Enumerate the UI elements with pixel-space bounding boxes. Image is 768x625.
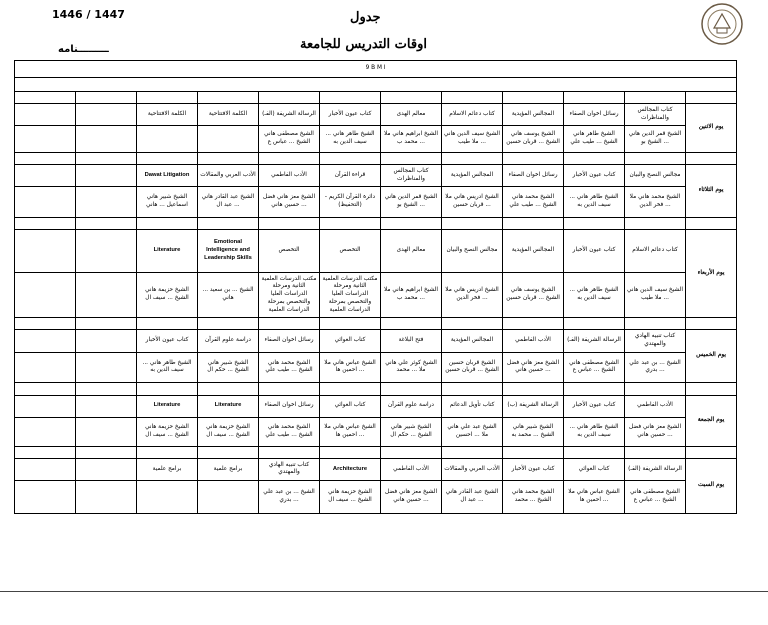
subject-cell: كتاب تنبيه الهادي والمهتدي <box>259 458 320 480</box>
subject-cell: المجالس المؤيدية <box>442 165 503 187</box>
teacher-cell: الشيخ يوسف هاني الشيخ ... قربان حسين <box>503 273 564 318</box>
spacer-row <box>15 91 737 103</box>
subject-cell: الرسالة الشريفة (الفـ) <box>564 330 625 352</box>
subject-cell: كتاب عيون الأخبار <box>564 165 625 187</box>
subject-cell: Emotional Intelligence and Leadership Skills <box>198 230 259 273</box>
subject-cell: Dawat Litigation <box>137 165 198 187</box>
teacher-cell: الشيخ ادريس هاني ملا ... قربان حسين <box>442 187 503 218</box>
subject-cell: كتاب دعائم الاسلام <box>442 103 503 125</box>
teacher-row <box>15 352 737 383</box>
subject-cell <box>15 165 76 187</box>
empty-cell <box>503 446 564 458</box>
empty-cell <box>76 91 137 103</box>
empty-cell <box>625 152 686 164</box>
empty-cell <box>625 91 686 103</box>
teacher-cell: الشيخ طاهر هاني ... سيف الدين به <box>137 352 198 383</box>
teacher-cell <box>137 126 198 153</box>
empty-cell <box>320 446 381 458</box>
teacher-cell: الشيخ مصطفى هاني الشيخ ... عباس ع <box>259 126 320 153</box>
teacher-cell <box>76 481 137 514</box>
empty-cell <box>76 218 137 230</box>
teacher-cell: الشيخ معز هاني فضل ... حسين هاني <box>259 187 320 218</box>
teacher-cell: الشيخ قمر الدين هاني ... الشيخ بو <box>625 126 686 153</box>
teacher-cell <box>76 273 137 318</box>
teacher-cell: الشيخ عباس هاني ملا ... احمين ها <box>564 481 625 514</box>
empty-cell <box>686 318 737 330</box>
subject-cell: كتاب الغوائي <box>564 458 625 480</box>
subject-cell: الأدب الفاطمي <box>259 165 320 187</box>
empty-cell <box>625 383 686 395</box>
teacher-cell: الشيخ حزيمة هاني الشيخ ... سيف ال <box>137 417 198 446</box>
teacher-cell: الشيخ معز هاني فضل ... حسين هاني <box>503 352 564 383</box>
subject-cell: مجالس النصح والبيان <box>442 230 503 273</box>
subject-cell: التخصص <box>259 230 320 273</box>
empty-cell <box>686 91 737 103</box>
empty-cell <box>381 446 442 458</box>
teacher-cell <box>137 481 198 514</box>
subject-cell: كتاب عيون الأخبار <box>137 330 198 352</box>
university-emblem-icon <box>700 2 744 46</box>
teacher-cell: الشيخ قربان حسين الشيخ ... قربان حسين <box>442 352 503 383</box>
subject-cell: الأدب الفاطمي <box>625 395 686 417</box>
teacher-cell: الشيخ طاهر هاني الشيخ ... طيب علي <box>564 126 625 153</box>
empty-cell <box>15 446 76 458</box>
teacher-cell: الشيخ كوثر علي هاني ملا ... محمد <box>381 352 442 383</box>
subject-cell <box>15 103 76 125</box>
subject-cell <box>76 103 137 125</box>
day-label: يوم السبت <box>686 458 737 513</box>
teacher-row <box>15 481 737 514</box>
subject-cell: الأدب العربي والمقالات <box>442 458 503 480</box>
subject-cell: الكلمة الافتتاحية <box>198 103 259 125</box>
subject-cell: Literature <box>198 395 259 417</box>
subject-cell: Literature <box>137 230 198 273</box>
empty-cell <box>137 218 198 230</box>
teacher-cell <box>76 126 137 153</box>
subject-cell <box>76 230 137 273</box>
empty-cell <box>137 383 198 395</box>
spacer-row <box>15 152 737 164</box>
empty-cell <box>686 218 737 230</box>
empty-cell <box>76 446 137 458</box>
empty-cell <box>198 383 259 395</box>
teacher-cell <box>198 126 259 153</box>
teacher-cell: الشيخ طاهر هاني ... سيف الدين به <box>564 417 625 446</box>
teacher-cell: الشيخ ... بن سعيد ... هاني <box>198 273 259 318</box>
subject-row <box>15 395 737 417</box>
subject-cell: كتاب المجالس والمناظرات <box>381 165 442 187</box>
empty-cell <box>381 383 442 395</box>
empty-cell <box>15 383 76 395</box>
subject-cell: برامج علمية <box>137 458 198 480</box>
subject-cell: الكلمة الافتتاحية <box>137 103 198 125</box>
subject-cell: رسائل اخوان الصفاء <box>564 103 625 125</box>
day-label: يوم الخميس <box>686 330 737 383</box>
teacher-cell: الشيخ شبير هاني الشيخ ... حكم ال <box>198 352 259 383</box>
teacher-cell: الشيخ يوسف هاني الشيخ ... قربان حسين <box>503 126 564 153</box>
subject-cell: معالم الهدى <box>381 103 442 125</box>
subject-cell: رسائل اخوان الصفاء <box>259 330 320 352</box>
empty-cell <box>15 318 76 330</box>
empty-cell <box>320 91 381 103</box>
teacher-cell: الشيخ سيف الدين هاني ... ملا طيب <box>442 126 503 153</box>
teacher-row <box>15 417 737 446</box>
empty-cell <box>625 218 686 230</box>
empty-cell <box>442 152 503 164</box>
subject-cell: الرسالة الشريفة (الفـ) <box>259 103 320 125</box>
subject-cell: الرسالة الشريفة (ب) <box>503 395 564 417</box>
subject-cell <box>76 395 137 417</box>
teacher-cell: دائرة القرآن الكريم - (التحفيظ) <box>320 187 381 218</box>
subject-row <box>15 230 737 273</box>
spacer-row <box>15 383 737 395</box>
teacher-cell: الشيخ شبير هاني الشيخ ... محمد به <box>503 417 564 446</box>
empty-cell <box>259 152 320 164</box>
subject-cell <box>76 458 137 480</box>
teacher-cell: الشيخ حزيمة هاني الشيخ ... سيف ال <box>137 273 198 318</box>
teacher-cell: مكتب الدرسات العلمية الثانية ومرحلة الدراسات العليا والتخصص بمرحلة الدراسات العلمية <box>259 273 320 318</box>
empty-cell <box>503 318 564 330</box>
subject-row <box>15 103 737 125</box>
schedule-table <box>14 60 737 514</box>
empty-cell <box>259 318 320 330</box>
subject-cell: المجالس المؤيدية <box>503 230 564 273</box>
subject-cell: المجالس المؤيدية <box>503 103 564 125</box>
teacher-cell: الشيخ ادريس هاني ملا ... فخر الدين <box>442 273 503 318</box>
subject-cell: دراسة علوم القرآن <box>381 395 442 417</box>
empty-cell <box>381 218 442 230</box>
teacher-cell: الشيخ سيف الدين هاني ... ملا طيب <box>625 273 686 318</box>
teacher-cell: الشيخ عباس هاني ملا ... احمين ها <box>320 352 381 383</box>
subject-cell <box>15 458 76 480</box>
teacher-cell: الشيخ محمد هاني الشيخ ... طيب علي <box>259 352 320 383</box>
subject-row <box>15 165 737 187</box>
subject-cell: برامج علمية <box>198 458 259 480</box>
day-label: يوم الاثنين <box>686 103 737 152</box>
subject-cell <box>15 330 76 352</box>
schedule-body <box>15 61 737 514</box>
empty-cell <box>320 218 381 230</box>
empty-cell <box>15 152 76 164</box>
teacher-row <box>15 273 737 318</box>
empty-cell <box>503 152 564 164</box>
subject-cell: Literature <box>137 395 198 417</box>
teacher-cell: الشيخ معز هاني فضل ... حسين هاني <box>625 417 686 446</box>
empty-cell <box>625 446 686 458</box>
teacher-cell <box>15 481 76 514</box>
empty-cell <box>564 446 625 458</box>
teacher-cell: الشيخ حزيمة هاني الشيخ ... سيف ال <box>198 417 259 446</box>
subject-cell <box>76 165 137 187</box>
empty-cell <box>198 446 259 458</box>
teacher-cell <box>15 126 76 153</box>
teacher-cell: الشيخ ... بن عبد علي ... بدري <box>625 352 686 383</box>
empty-cell <box>76 152 137 164</box>
empty-cell <box>320 318 381 330</box>
teacher-cell: الشيخ قمر الدين هاني ... الشيخ بو <box>381 187 442 218</box>
subject-cell: معالم الهدى <box>381 230 442 273</box>
empty-cell <box>198 318 259 330</box>
empty-cell <box>686 152 737 164</box>
empty-cell <box>137 152 198 164</box>
empty-cell <box>259 383 320 395</box>
empty-cell <box>503 91 564 103</box>
empty-cell <box>76 383 137 395</box>
empty-cell <box>564 91 625 103</box>
teacher-row <box>15 187 737 218</box>
teacher-cell: الشيخ عباس هاني ملا ... احمين ها <box>320 417 381 446</box>
subject-cell <box>15 230 76 273</box>
teacher-cell: الشيخ ابراهيم هاني ملا ... محمد ب <box>381 273 442 318</box>
subject-cell: كتاب تأويل الدعائم <box>442 395 503 417</box>
empty-cell <box>503 383 564 395</box>
subject-cell: كتاب دعائم الاسلام <box>625 230 686 273</box>
teacher-cell: الشيخ محمد هاني الشيخ ... طيب علي <box>503 187 564 218</box>
empty-cell <box>137 446 198 458</box>
group-row <box>15 61 737 78</box>
page-divider <box>0 591 768 592</box>
empty-cell <box>198 91 259 103</box>
subject-cell: مجالس النصح والبيان <box>625 165 686 187</box>
empty-cell <box>442 218 503 230</box>
document-subtitle: اوقات التدريس للجامعة <box>300 37 427 52</box>
teacher-cell <box>15 273 76 318</box>
teacher-cell: الشيخ معز هاني فضل ... حسين هاني <box>381 481 442 514</box>
spacer-cell <box>15 78 737 91</box>
subject-cell: كتاب المجالس والمناظرات <box>625 103 686 125</box>
subject-cell <box>76 330 137 352</box>
subject-cell: كتاب تنبيه الهادي والمهتدي <box>625 330 686 352</box>
subject-cell: الأدب العربي والمقالات <box>198 165 259 187</box>
empty-cell <box>381 318 442 330</box>
empty-cell <box>442 91 503 103</box>
spacer-row <box>15 446 737 458</box>
subject-cell: الأدب الفاطمي <box>503 330 564 352</box>
teacher-cell: الشيخ شبير هاني الشيخ ... حكم ال <box>381 417 442 446</box>
teacher-cell: الشيخ مصطفى هاني الشيخ ... عباس ع <box>564 352 625 383</box>
subject-row <box>15 458 737 480</box>
empty-cell <box>76 318 137 330</box>
subject-cell: رسائل اخوان الصفاء <box>503 165 564 187</box>
teacher-cell: الشيخ طاهر هاني ... سيف الدين به <box>564 273 625 318</box>
empty-cell <box>15 91 76 103</box>
teacher-cell <box>15 417 76 446</box>
teacher-cell: الشيخ طاهر هاني ... سيف الدين به <box>564 187 625 218</box>
teacher-cell: الشيخ ... بن عبد علي ... بدري <box>259 481 320 514</box>
subject-cell: كتاب عيون الأخبار <box>320 103 381 125</box>
empty-cell <box>442 318 503 330</box>
subject-cell: دراسة علوم القرآن <box>198 330 259 352</box>
empty-cell <box>625 318 686 330</box>
empty-cell <box>259 91 320 103</box>
empty-cell <box>442 383 503 395</box>
empty-cell <box>137 91 198 103</box>
empty-cell <box>564 152 625 164</box>
empty-cell <box>442 446 503 458</box>
signature: ـــــــــنامه <box>58 44 109 55</box>
subject-cell: الأدب الفاطمي <box>381 458 442 480</box>
subject-cell: قراءة القرآن <box>320 165 381 187</box>
empty-cell <box>320 383 381 395</box>
teacher-cell: الشيخ محمد هاني ملا ... فخر الدين <box>625 187 686 218</box>
teacher-cell <box>15 352 76 383</box>
subject-cell: كتاب عيون الأخبار <box>503 458 564 480</box>
empty-cell <box>320 152 381 164</box>
subject-cell: التخصص <box>320 230 381 273</box>
teacher-cell: الشيخ محمد هاني الشيخ ... طيب علي <box>259 417 320 446</box>
empty-cell <box>198 218 259 230</box>
empty-cell <box>564 318 625 330</box>
teacher-cell: مكتب الدرسات العلمية الثانية ومرحلة الدراسات العليا والتخصص بمرحلة الدراسات العلمية <box>320 273 381 318</box>
subject-cell: كتاب عيون الأخبار <box>564 395 625 417</box>
day-label: يوم الجمعة <box>686 395 737 446</box>
spacer-row <box>15 78 737 91</box>
empty-cell <box>137 318 198 330</box>
teacher-cell: الشيخ عبد القادر هاني ... عبد ال <box>198 187 259 218</box>
subject-cell: كتاب عيون الأخبار <box>564 230 625 273</box>
teacher-cell: الشيخ عبد القادر هاني ... عبد ال <box>442 481 503 514</box>
teacher-cell: الشيخ عبد علي هاني ملا ... احسين <box>442 417 503 446</box>
empty-cell <box>503 218 564 230</box>
subject-cell: كتاب الغوائي <box>320 395 381 417</box>
teacher-row <box>15 126 737 153</box>
teacher-cell <box>15 187 76 218</box>
empty-cell <box>686 383 737 395</box>
subject-row <box>15 330 737 352</box>
spacer-row <box>15 318 737 330</box>
empty-cell <box>198 152 259 164</box>
teacher-cell: الشيخ محمد هاني الشيخ ... محمد <box>503 481 564 514</box>
subject-cell: الرسالة الشريفة (الفـ) <box>625 458 686 480</box>
empty-cell <box>15 218 76 230</box>
empty-cell <box>259 446 320 458</box>
teacher-cell: الشيخ مصطفى هاني الشيخ ... عباس ع <box>625 481 686 514</box>
group-label: 9 B M I <box>15 61 737 78</box>
spacer-row <box>15 218 737 230</box>
empty-cell <box>564 218 625 230</box>
empty-cell <box>259 218 320 230</box>
teacher-cell <box>76 187 137 218</box>
empty-cell <box>381 152 442 164</box>
teacher-cell: الشيخ ابراهيم هاني ملا ... محمد ب <box>381 126 442 153</box>
teacher-cell <box>198 481 259 514</box>
empty-cell <box>564 383 625 395</box>
subject-cell: فتح البلاغة <box>381 330 442 352</box>
document-title: جدول <box>350 10 381 25</box>
subject-cell <box>15 395 76 417</box>
empty-cell <box>686 446 737 458</box>
subject-cell: Architecture <box>320 458 381 480</box>
subject-cell: رسائل اخوان الصفاء <box>259 395 320 417</box>
day-label: يوم الأربعاء <box>686 230 737 318</box>
teacher-cell: الشيخ شبير هاني اسماعيل ... هاني <box>137 187 198 218</box>
day-label: يوم الثلاثاء <box>686 165 737 218</box>
subject-cell: المجالس المؤيدية <box>442 330 503 352</box>
teacher-cell <box>76 352 137 383</box>
teacher-cell: الشيخ حزيمة هاني الشيخ ... سيف ال <box>320 481 381 514</box>
teacher-cell <box>76 417 137 446</box>
teacher-cell: الشيخ طاهر هاني ... سيف الدين به <box>320 126 381 153</box>
academic-year: 1446 / 1447 <box>52 8 125 21</box>
empty-cell <box>381 91 442 103</box>
subject-cell: كتاب الغوائي <box>320 330 381 352</box>
